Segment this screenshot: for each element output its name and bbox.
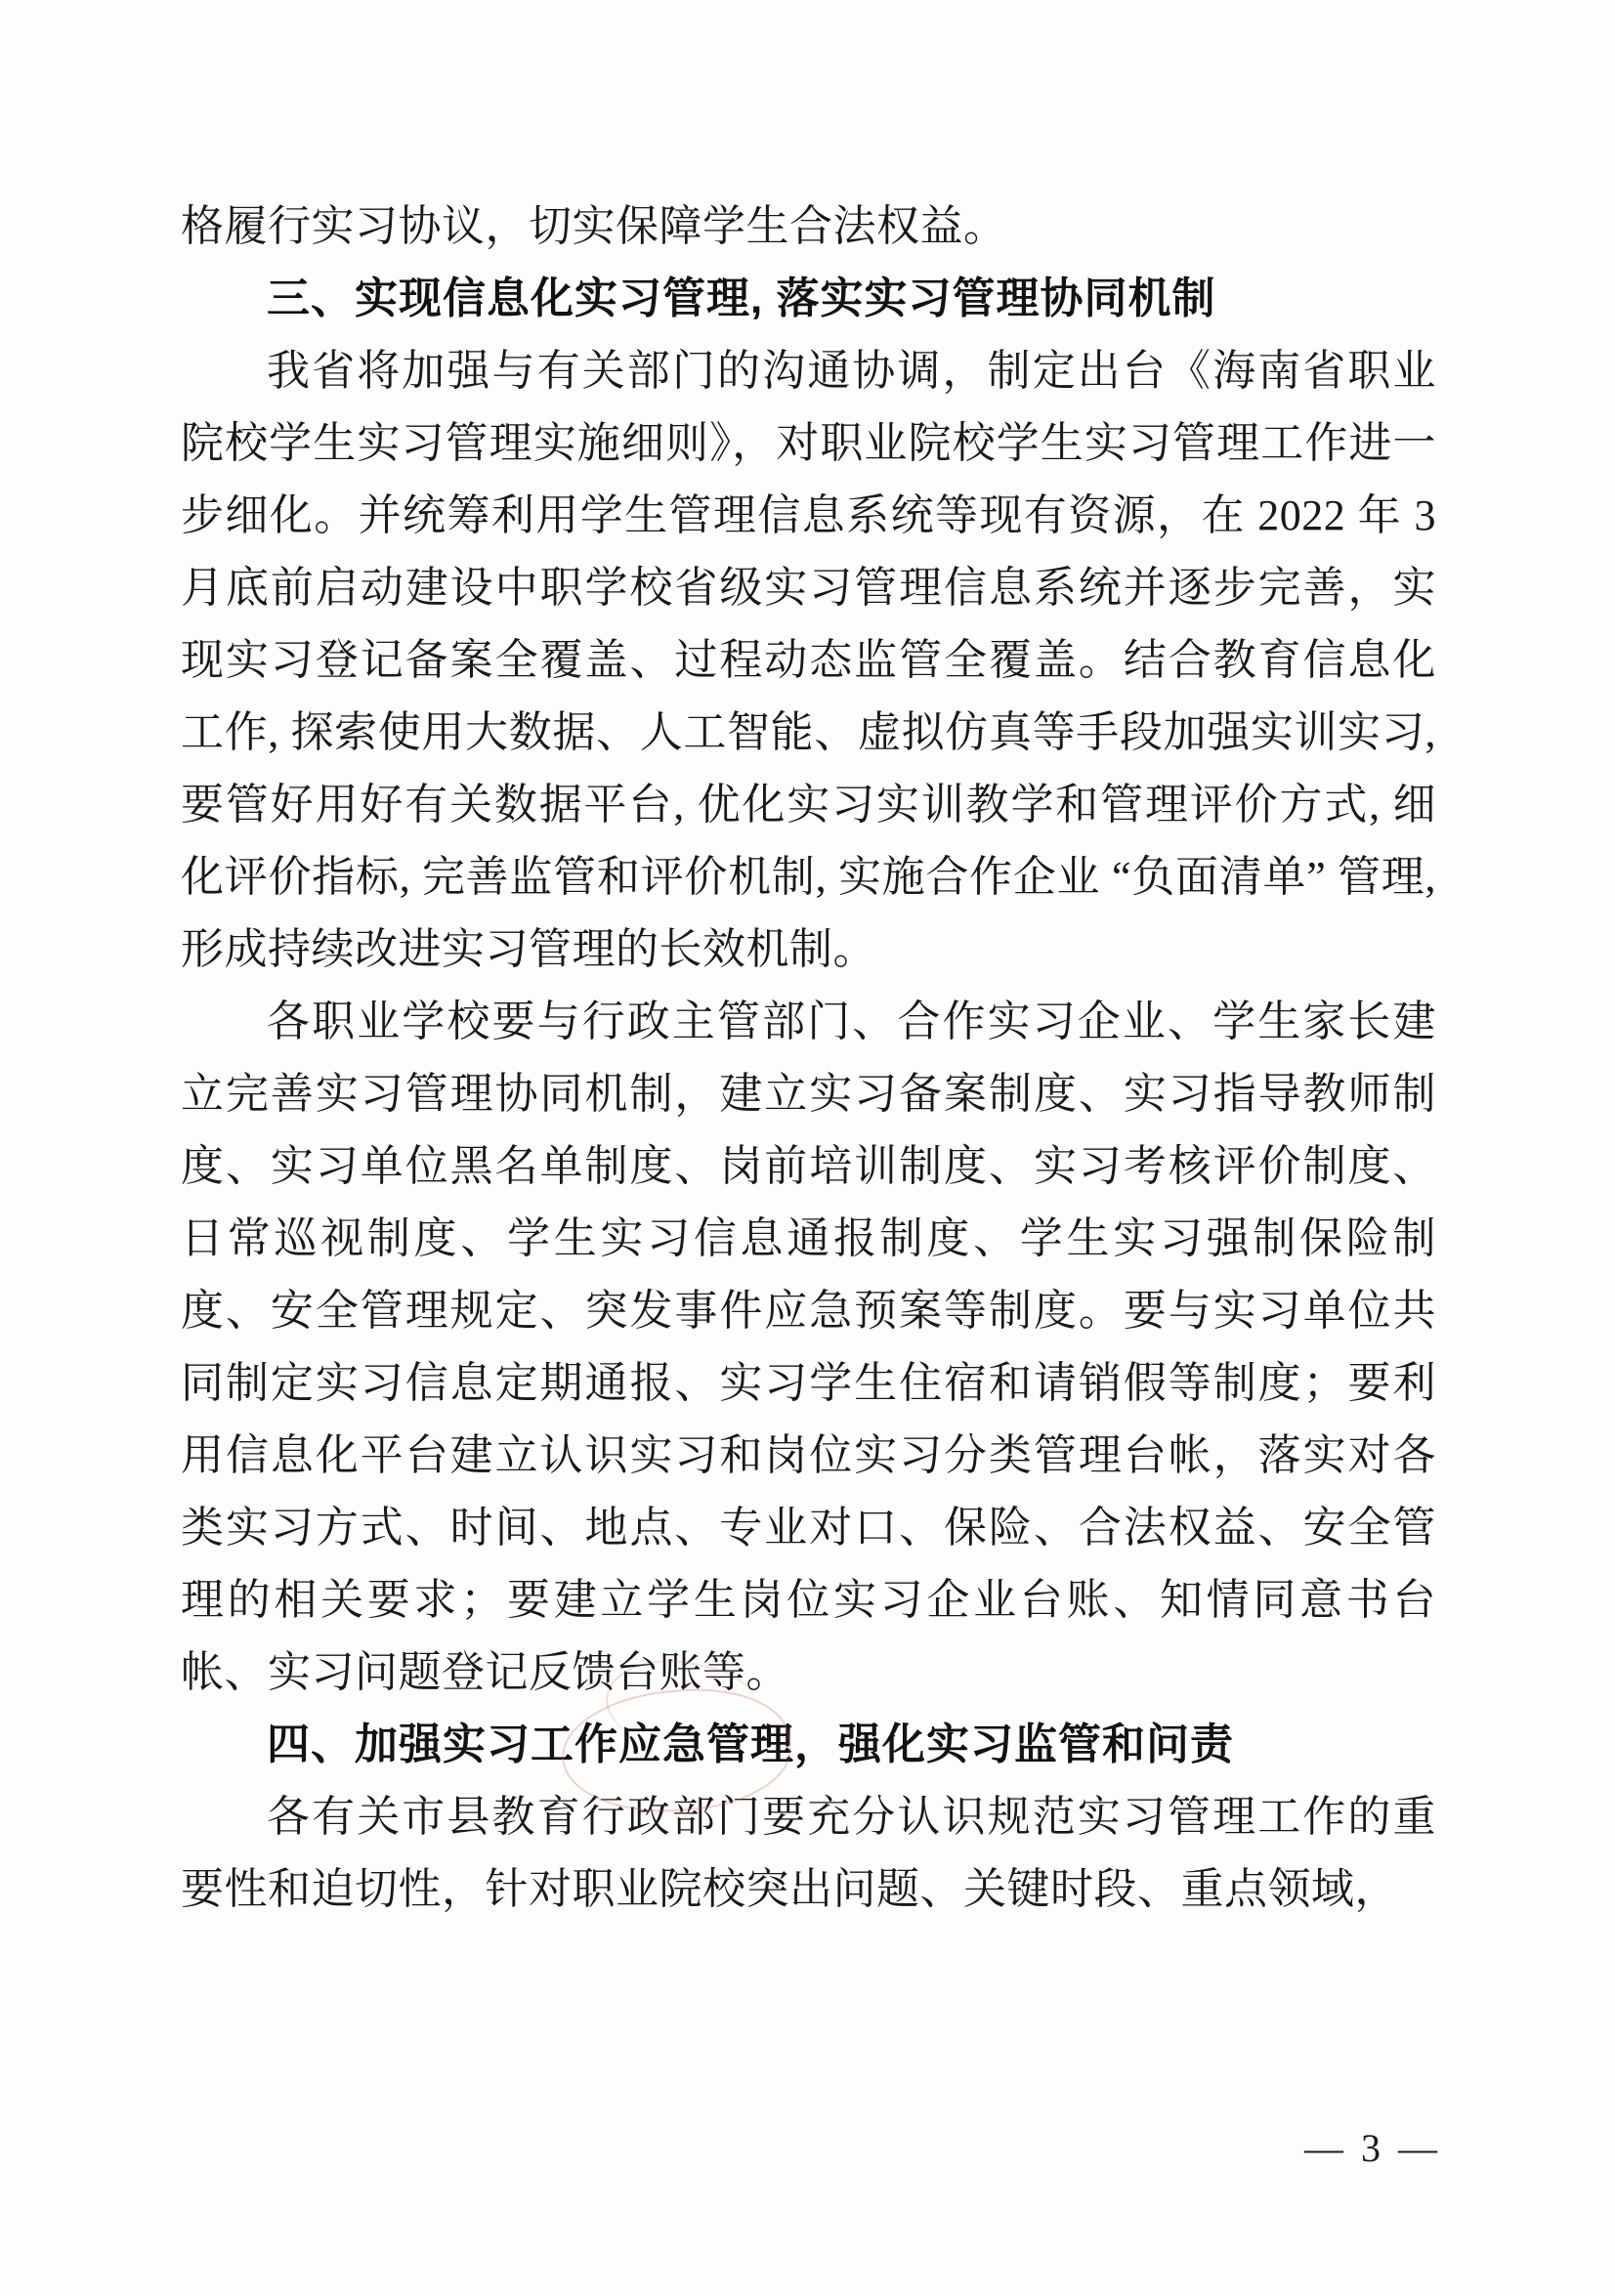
paragraph-continued: 格履行实习协议，切实保障学生合法权益。 <box>181 202 1007 250</box>
section-heading-four: 四、加强实习工作应急管理，强化实习监管和问责 <box>267 1721 1234 1768</box>
document-body <box>181 191 1436 1926</box>
section-heading-three: 三、实现信息化实习管理, 落实实习管理协同机制 <box>267 275 1216 322</box>
paragraph-section-three-second: 各职业学校要与行政主管部门、合作实习企业、学生家长建立完善实习管理协同机制，建立实习备案制度、实习指导教师制度、实习单位黑名单制度、岗前培训制度、实习考核评价制度、日常巡视制度、学生实习信息通报制度、学生实习强制保险制度、安全管理规定、突发事件应急预案等制度。要与实习单位共同制定实习信息定期通报、实习学生住宿和请销假等制度；要利用信息化平台建立认识实习和岗位实习分类管理台帐，落实对各类实习方式、时间、地点、专业对口、保险、合法权益、安全管理的相关要求；要建立学生岗位实习企业台账、知情同意书台帐、实习问题登记反馈台账等。 <box>181 998 1436 1696</box>
paragraph-section-three-first: 我省将加强与有关部门的沟通协调，制定出台《海南省职业院校学生实习管理实施细则》，对职业院校学生实习管理工作进一步细化。并统筹利用学生管理信息系统等现有资源，在 2022 年 3 月底前启动建设中职学校省级实习管理信息系统并逐步完善，实现实习登记备案全覆盖、过程动态监管全覆盖。结合教育信息化工作, 探索使用大数据、人工智能、虚拟仿真等手段加强实训实习, 要管好用好有关数据平台, 优化实习实训教学和管理评价方式, 细化评价指标, 完善监管和评价机制, 实施合作企业 “负面清单” 管理, 形成持续改进实习管理的长效机制。 <box>181 347 1436 973</box>
page-number: — 3 — <box>1304 2126 1441 2170</box>
paragraph-section-four-first: 各有关市县教育行政部门要充分认识规范实习管理工作的重要性和迫切性，针对职业院校突出问题、关键时段、重点领域， <box>181 1793 1436 1913</box>
